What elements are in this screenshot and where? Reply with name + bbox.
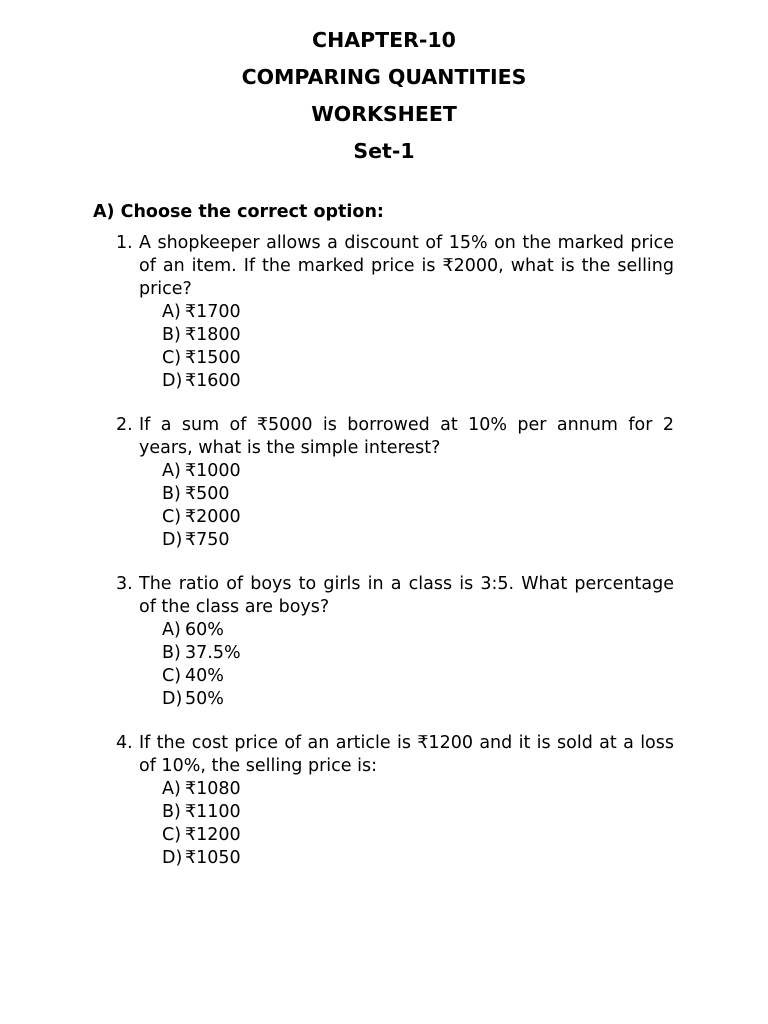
option-letter: C): [162, 825, 182, 845]
option-letter: C): [162, 666, 182, 686]
question-4: [116, 732, 674, 870]
worksheet-title: WORKSHEET: [311, 102, 457, 126]
option-value: ₹1100: [185, 802, 241, 822]
question-3: [116, 573, 674, 711]
question-number: 1.: [116, 233, 133, 253]
topic-title: COMPARING QUANTITIES: [241, 65, 527, 89]
option-letter: D): [162, 848, 183, 868]
option-a: [162, 460, 674, 483]
option-value: ₹1500: [185, 348, 241, 368]
option-value: ₹1200: [185, 825, 241, 845]
title-block: [0, 22, 768, 170]
option-a: [162, 778, 674, 801]
option-value: ₹500: [185, 484, 230, 504]
option-value: ₹750: [185, 530, 230, 550]
question-list: [116, 232, 674, 891]
question-text: A shopkeeper allows a discount of 15% on the marked price of an item. If the marked price is ₹2000, what is the selling price?: [139, 233, 674, 299]
question-1: [116, 232, 674, 393]
option-list: [162, 460, 674, 552]
option-b: [162, 642, 674, 665]
option-letter: A): [162, 461, 181, 481]
option-value: 37.5%: [185, 643, 241, 663]
option-letter: D): [162, 371, 183, 391]
option-d: [162, 847, 674, 870]
option-value: ₹2000: [185, 507, 241, 527]
option-letter: D): [162, 689, 183, 709]
option-letter: A): [162, 779, 181, 799]
option-value: ₹1080: [185, 779, 241, 799]
question-text: If a sum of ₹5000 is borrowed at 10% per annum for 2 years, what is the simple interest?: [139, 415, 674, 458]
option-list: [162, 619, 674, 711]
option-list: [162, 778, 674, 870]
option-b: [162, 324, 674, 347]
question-number: 3.: [116, 574, 133, 594]
question-2: [116, 414, 674, 552]
section-a-heading: A) Choose the correct option:: [93, 202, 384, 222]
option-c: [162, 665, 674, 688]
option-value: 50%: [185, 689, 224, 709]
question-text: The ratio of boys to girls in a class is 3:5. What percentage of the class are boys?: [139, 574, 674, 617]
question-text: If the cost price of an article is ₹1200 and it is sold at a loss of 10%, the selling price is:: [139, 733, 674, 776]
question-number: 4.: [116, 733, 133, 753]
option-letter: C): [162, 348, 182, 368]
option-d: [162, 688, 674, 711]
set-title: Set-1: [353, 139, 415, 163]
option-letter: C): [162, 507, 182, 527]
option-letter: B): [162, 484, 181, 504]
option-letter: B): [162, 325, 181, 345]
option-c: [162, 506, 674, 529]
option-letter: D): [162, 530, 183, 550]
option-list: [162, 301, 674, 393]
option-b: [162, 801, 674, 824]
option-b: [162, 483, 674, 506]
option-d: [162, 529, 674, 552]
question-number: 2.: [116, 415, 133, 435]
option-a: [162, 619, 674, 642]
option-value: ₹1800: [185, 325, 241, 345]
option-letter: B): [162, 802, 181, 822]
option-letter: A): [162, 620, 181, 640]
option-value: 60%: [185, 620, 224, 640]
option-letter: B): [162, 643, 181, 663]
option-c: [162, 347, 674, 370]
option-value: ₹1700: [185, 302, 241, 322]
chapter-title: CHAPTER-10: [312, 28, 456, 52]
option-value: ₹1000: [185, 461, 241, 481]
option-letter: A): [162, 302, 181, 322]
option-a: [162, 301, 674, 324]
option-value: 40%: [185, 666, 224, 686]
option-value: ₹1600: [185, 371, 241, 391]
option-value: ₹1050: [185, 848, 241, 868]
option-c: [162, 824, 674, 847]
option-d: [162, 370, 674, 393]
